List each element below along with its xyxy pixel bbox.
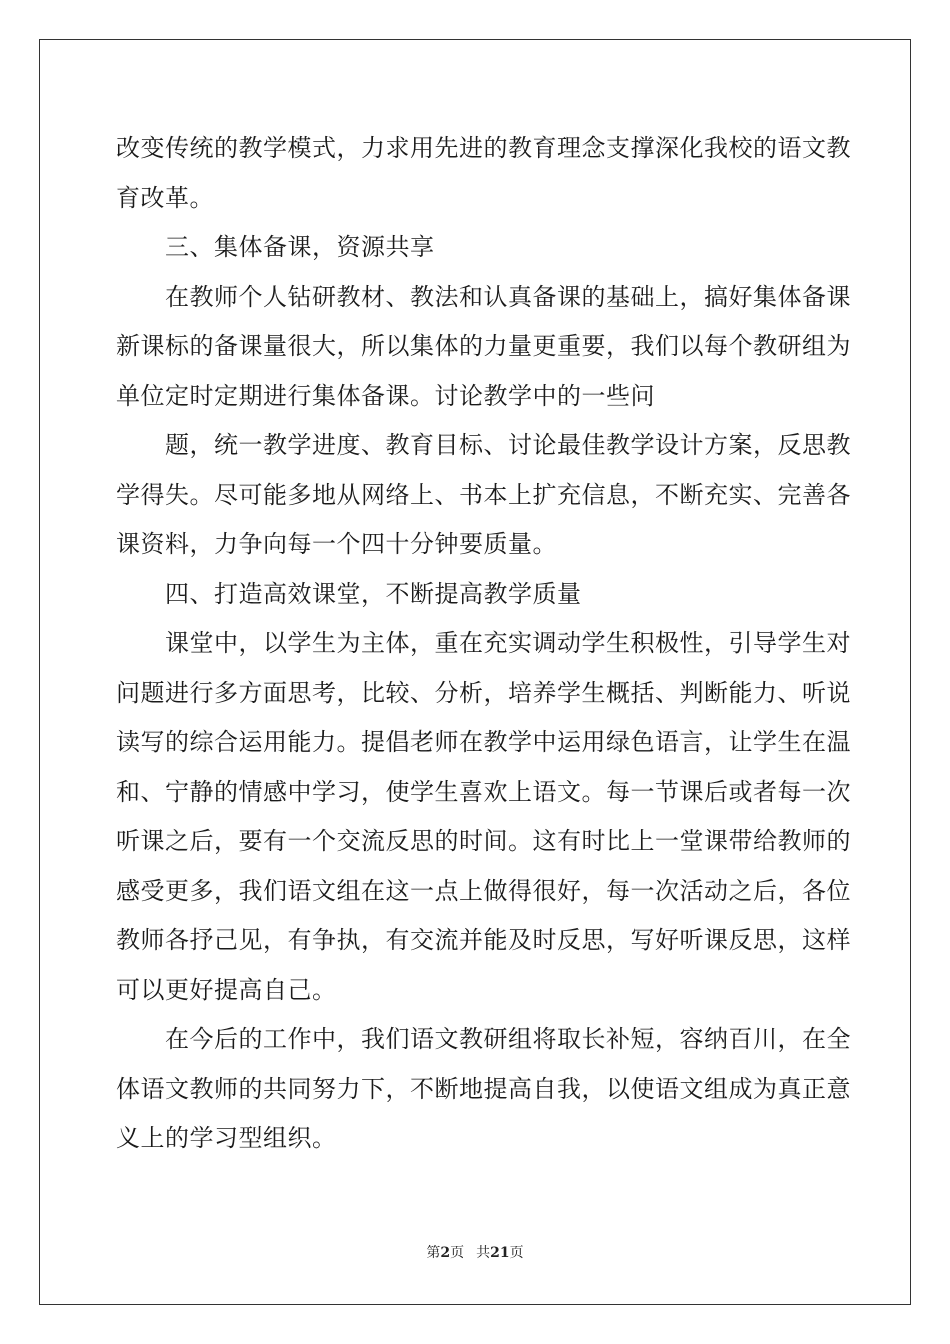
text-line: 育改革。: [116, 183, 214, 212]
text-line: 改变传统的教学模式，力求用先进的教育理念支撑深化我校的语文教: [116, 134, 851, 162]
text-line: 可以更好提高自己。: [116, 975, 337, 1004]
text-line: 和、宁静的情感中学习，使学生喜欢上语文。每一节课后或者每一次: [116, 777, 851, 806]
text-line: 感受更多，我们语文组在这一点上做得很好，每一次活动之后，各位: [116, 876, 851, 905]
text-line: 义上的学习型组织。: [116, 1124, 337, 1152]
text-line: 新课标的备课量很大，所以集体的力量更重要，我们以每个教研组为: [116, 332, 851, 360]
text-line: 课堂中，以学生为主体，重在充实调动学生积极性，引导学生对: [165, 629, 851, 657]
text-line: 题，统一教学进度、教育目标、讨论最佳教学设计方案，反思教: [165, 431, 851, 459]
page-number: 第2页: [426, 1245, 465, 1261]
text-line: 在教师个人钻研教材、教法和认真备课的基础上，搞好集体备课: [165, 282, 851, 311]
section-heading: 四、打造高效课堂，不断提高教学质量: [165, 579, 582, 608]
page-footer: [0, 1243, 950, 1263]
document-body: [116, 124, 851, 1164]
text-line: 单位定时定期进行集体备课。讨论教学中的一些问: [116, 381, 655, 410]
text-line: 课资料，力争向每一个四十分钟要质量。: [116, 530, 557, 558]
text-line: 在今后的工作中，我们语文教研组将取长补短，容纳百川，在全: [165, 1025, 851, 1053]
text-line: 教师各抒己见，有争执，有交流并能及时反思，写好听课反思，这样: [116, 926, 851, 954]
text-line: 读写的综合运用能力。提倡老师在教学中运用绿色语言，让学生在温: [116, 728, 851, 756]
text-line: 学得失。尽可能多地从网络上、书本上扩充信息，不断充实、完善各: [116, 480, 851, 509]
text-line: 体语文教师的共同努力下，不断地提高自我，以使语文组成为真正意: [116, 1074, 851, 1103]
section-heading: 三、集体备课，资源共享: [165, 233, 435, 261]
text-line: 问题进行多方面思考，比较、分析，培养学生概括、判断能力、听说: [116, 678, 851, 707]
text-line: 听课之后，要有一个交流反思的时间。这有时比上一堂课带给教师的: [116, 827, 851, 855]
page-total: 共21页: [476, 1245, 524, 1261]
